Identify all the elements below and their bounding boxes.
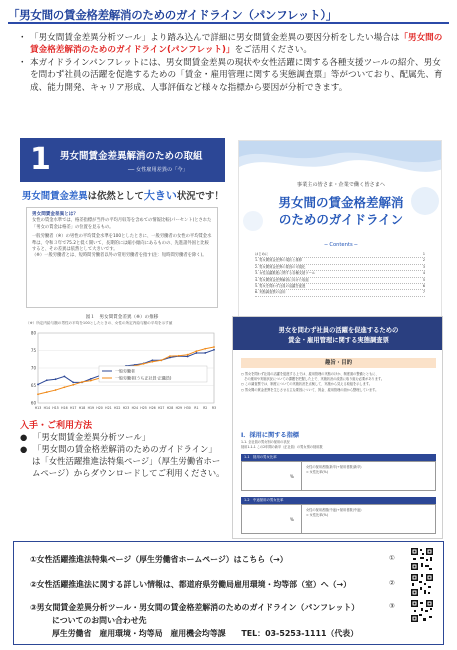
chart-point — [55, 378, 57, 380]
ratio-table — [241, 461, 436, 491]
definition-text-1: 女性の賃金水準では、格差指標が当件の平均月収等を含めての情報比較(パーセント)とされた「男女の賃金は格差」の位置を見るもの。 — [32, 218, 212, 230]
qr-code-icon[interactable] — [410, 599, 434, 623]
percent-sign: % — [290, 517, 294, 522]
cover-subtitle: 事業主の皆さま・企業で働く皆さまへ — [296, 182, 386, 188]
section-number: 1 — [30, 142, 51, 177]
headline-blue: 男女間賃金差異 — [22, 191, 88, 202]
cover-title-line-2: のためのガイドライン — [278, 212, 404, 227]
contents-heading: ─ Contents ─ — [324, 242, 358, 248]
bullet: ・ — [18, 57, 27, 68]
chart-point — [160, 359, 162, 361]
toc-line: 1. 男女間賃金差異の現状と推移 2 — [255, 258, 425, 264]
chart-y-tick-label: 80 — [30, 330, 36, 336]
chart-x-tick-label: H27 — [157, 406, 165, 410]
chart-x-tick-label: H20 — [96, 406, 103, 410]
chart-point — [187, 354, 189, 356]
definition-box — [26, 207, 218, 308]
chart-y-tick-label: 70 — [30, 365, 36, 371]
toc-line: 6. 実態調査票の活用 7 — [255, 290, 425, 296]
chart-x-tick-label: H23 — [122, 406, 130, 410]
headline-big: 大きい — [143, 189, 177, 202]
ratio-formula: 女性の採用者数(新卒)÷採用者数(新卒) = 女性比率(%) — [306, 465, 362, 474]
survey-sheet-image — [232, 316, 443, 539]
ratio-table — [241, 504, 436, 534]
chart-x-tick-label: H21 — [105, 406, 112, 410]
cover-title-line-1: 男女間の賃金格差解消 — [278, 195, 404, 210]
chart-caption: （※）所定内給与額の男性の平均を100としたときの、女性の所定内給与額の平均を示す値 — [26, 321, 173, 325]
inquiry-contact: 厚生労働省 雇用環境・均等局 雇用機会均等課 TEL：03-5253-1111（代表） — [52, 629, 359, 638]
link-special-page[interactable]: ①女性活躍推進法特集ページ（厚生労働省ホームページ）はこちら（→） — [30, 555, 288, 564]
intro-paragraph-2 — [18, 57, 443, 94]
chart-svg — [24, 327, 220, 415]
chart-legend-label: 一般労働者 — [115, 368, 135, 374]
table-header-bar: 1-1 採用の男女比率 — [241, 454, 436, 461]
chart-x-tick-label: H19 — [87, 406, 95, 410]
chart-point — [213, 346, 215, 348]
intro-p2: 本ガイドラインパンフレットには、男女間賃金差異の現状や女性活躍に関する各種支援ツールの紹介、男女を問わず社員の活躍を促進するための「賃金・雇用管理に関する実態調査票」等がついており、配属先、育成、能力開発、キャリア形成、人事評価など様々な指標から要因が分析できます。 — [30, 57, 443, 93]
table-of-contents — [255, 252, 425, 297]
chart-x-tick-label: H13 — [34, 406, 42, 410]
chart-x-tick-label: H28 — [166, 406, 174, 410]
how-to-obtain — [20, 418, 225, 479]
chart-x-tick-label: H16 — [61, 406, 68, 410]
chart-x-tick-label: H22 — [113, 406, 121, 410]
chart-point — [72, 384, 74, 386]
chart-x-tick-label: H18 — [78, 406, 86, 410]
left-panel-header — [20, 138, 225, 182]
chart-x-tick-label: H24 — [131, 406, 139, 410]
bullet: ・ — [18, 33, 27, 43]
chart-point — [72, 381, 74, 383]
qr-number-3: ③ — [389, 602, 395, 610]
headline-mid: は依然として — [87, 191, 144, 202]
recruitment-notes: 1-1. 全社員の男女別の採用の状況 採用1-1-1 この2年間の新卒（正社員）の男女別の採用数 — [241, 440, 323, 449]
chart-point — [81, 381, 83, 383]
recruitment-heading: Ⅰ．採用に関する指標 — [241, 432, 299, 439]
qr-number-1: ① — [389, 554, 395, 562]
qr-number-2: ② — [389, 579, 395, 587]
headline-end: 状況です！ — [176, 191, 224, 202]
purpose-heading: 趣旨・目的 — [241, 358, 436, 368]
wage-gap-chart — [24, 327, 220, 415]
percent-sign: % — [290, 474, 294, 479]
chart-point — [196, 352, 198, 354]
chart-x-tick-label: H29 — [175, 406, 183, 410]
how-to-obtain-note: は「女性活躍推進法特集ページ」（厚生労働省ホームページ）からダウンロードしてご利用ください。 — [32, 456, 225, 478]
ratio-formula: 女性の採用者数(中途)÷採用者数(中途) = 女性比率(%) — [306, 508, 362, 517]
link-inquiry[interactable]: ③男女間賃金差異分析ツール・男女間の賃金格差解消のためのガイドライン（パンフレット） — [30, 603, 360, 612]
qr-code-icon[interactable] — [410, 573, 434, 597]
survey-title-2: 賃金・雇用管理に関する実態調査票 — [288, 337, 389, 344]
chart-point — [178, 355, 180, 357]
chart-point — [46, 391, 48, 393]
chart-point — [143, 363, 145, 365]
item-guideline: 「男女間の賃金格差解消のためのガイドライン」 — [33, 444, 217, 454]
table-header-bar: 1-2 中途採用の男女比率 — [241, 497, 436, 504]
guideline-cover-image — [238, 140, 442, 322]
link-labour-bureau[interactable]: ②女性活躍推進法に関する詳しい情報は、都道府県労働局雇用環境・均等部（室）へ（→） — [30, 580, 352, 589]
chart-y-tick-label: 60 — [30, 400, 36, 406]
intro-section — [18, 32, 443, 94]
chart-legend-label: 一般労働者(うち正社員·正職員) — [115, 375, 172, 381]
left-panel — [20, 138, 225, 563]
toc-line: 2. 男女間賃金差異の要因の可視化 3 — [255, 265, 425, 271]
chart-point — [204, 352, 206, 354]
survey-header — [233, 317, 443, 350]
chart-point — [169, 355, 171, 357]
page-title: 「男女間の賃金格差解消のためのガイドライン（パンフレット）」 — [8, 8, 337, 22]
chart-point — [55, 389, 57, 391]
toc-line: 5. 男女を問わず社員の活躍を促進 6 — [255, 284, 425, 290]
list-item: ● 「男女間の賃金格差解消のためのガイドライン」 — [20, 444, 217, 454]
chart-x-tick-label: R3 — [211, 406, 217, 410]
chart-point — [37, 393, 39, 395]
contact-links-box — [13, 541, 444, 645]
purpose-text: ○ 男女を問わず社員の活躍を促進する上では、雇用管理の実態のほか、制度面の整備とともに、 その運用や実施状況についての課題を把握した上で、実施状況の改善に取り組む必要があります。 ○ この調査票では、制度についての実施状況を点検して、実施から見える取組を示します。 ○ 男女間の賃金差異を生じさせる主な要因について、賃金、雇用管理の面から整理しています。 — [241, 372, 385, 392]
chart-point — [196, 350, 198, 352]
definition-text-2: 一般労働者（※）の男性の平均賃金水準を100としたときに、一般労働者の女性の平均賃金水準は、令和３年で75.2と低く開いて、長期的には縮小傾向にあるものの、先進諸外国と比較すると、その差異は依然として大きいです。 — [32, 234, 212, 253]
chart-x-tick-label: H15 — [52, 406, 59, 410]
chart-point — [152, 361, 154, 363]
intro-p1-highlight: 「男女間の賃金格差解消のためのガイドライン(パンフレット)」 — [30, 33, 443, 56]
chart-x-tick-label: R1 — [194, 406, 199, 410]
inquiry-subtitle: についてのお問い合わせ先 — [52, 616, 147, 625]
toc-line: 3. 女性活躍推進に関する各種支援ツール 4 — [255, 271, 425, 277]
chart-y-tick-label: 65 — [30, 383, 36, 388]
chart-point — [37, 384, 39, 386]
chart-x-tick-label: H26 — [149, 406, 156, 410]
headline — [22, 187, 224, 203]
chart-title: 図１ 男女間賃金差異（※）の推移 — [85, 315, 159, 320]
page-title-bar — [8, 4, 449, 24]
chart-x-tick-label: H17 — [69, 406, 77, 410]
survey-title-1: 男女を問わず社員の活躍を促進するための — [278, 327, 399, 334]
definition-text-3: （※）一般労働者とは、短時間労働者以外の常用労働者を指す(注：短時間労働者を除く)。 — [32, 253, 207, 259]
toc-line: 4. 男女間賃金差異解消に向けた取組 5 — [255, 278, 425, 284]
chart-x-tick-label: H30 — [184, 406, 191, 410]
chart-point — [64, 376, 66, 378]
intro-p1-pre: 「男女間賃金差異分析ツール」より踏み込んで詳細に男女間賃金差異の要因分析をしたい場合は — [30, 33, 400, 43]
chart-x-tick-label: H25 — [140, 406, 147, 410]
toc-line: はじめに 1 — [255, 252, 425, 258]
chart-x-tick-label: H14 — [43, 406, 51, 410]
chart-point — [90, 378, 92, 380]
chart-point — [213, 349, 215, 351]
definition-title: 男女間賃金差異とは？ — [32, 212, 78, 217]
chart-point — [187, 356, 189, 358]
intro-paragraph-1 — [18, 32, 443, 57]
chart-y-tick-label: 75 — [30, 348, 36, 353]
section-subtitle: ── 女性雇用差異の「今」 — [128, 167, 188, 173]
chart-point — [90, 380, 92, 382]
intro-p1-post: をご活用ください。 — [234, 45, 312, 56]
qr-code-icon[interactable] — [410, 547, 434, 571]
chart-point — [64, 386, 66, 388]
section-title: 男女間賃金差異解消のための取組 — [60, 151, 203, 162]
chart-x-tick-label: R2 — [203, 406, 208, 410]
item-analysis-tool: 「男女間賃金差異分析ツール」 — [33, 432, 151, 442]
how-to-obtain-title: 入手・ご利用方法 — [20, 421, 93, 431]
chart-point — [204, 348, 206, 350]
list-item: ● 「男女間賃金差異分析ツール」 — [20, 432, 151, 442]
chart-point — [46, 379, 48, 381]
